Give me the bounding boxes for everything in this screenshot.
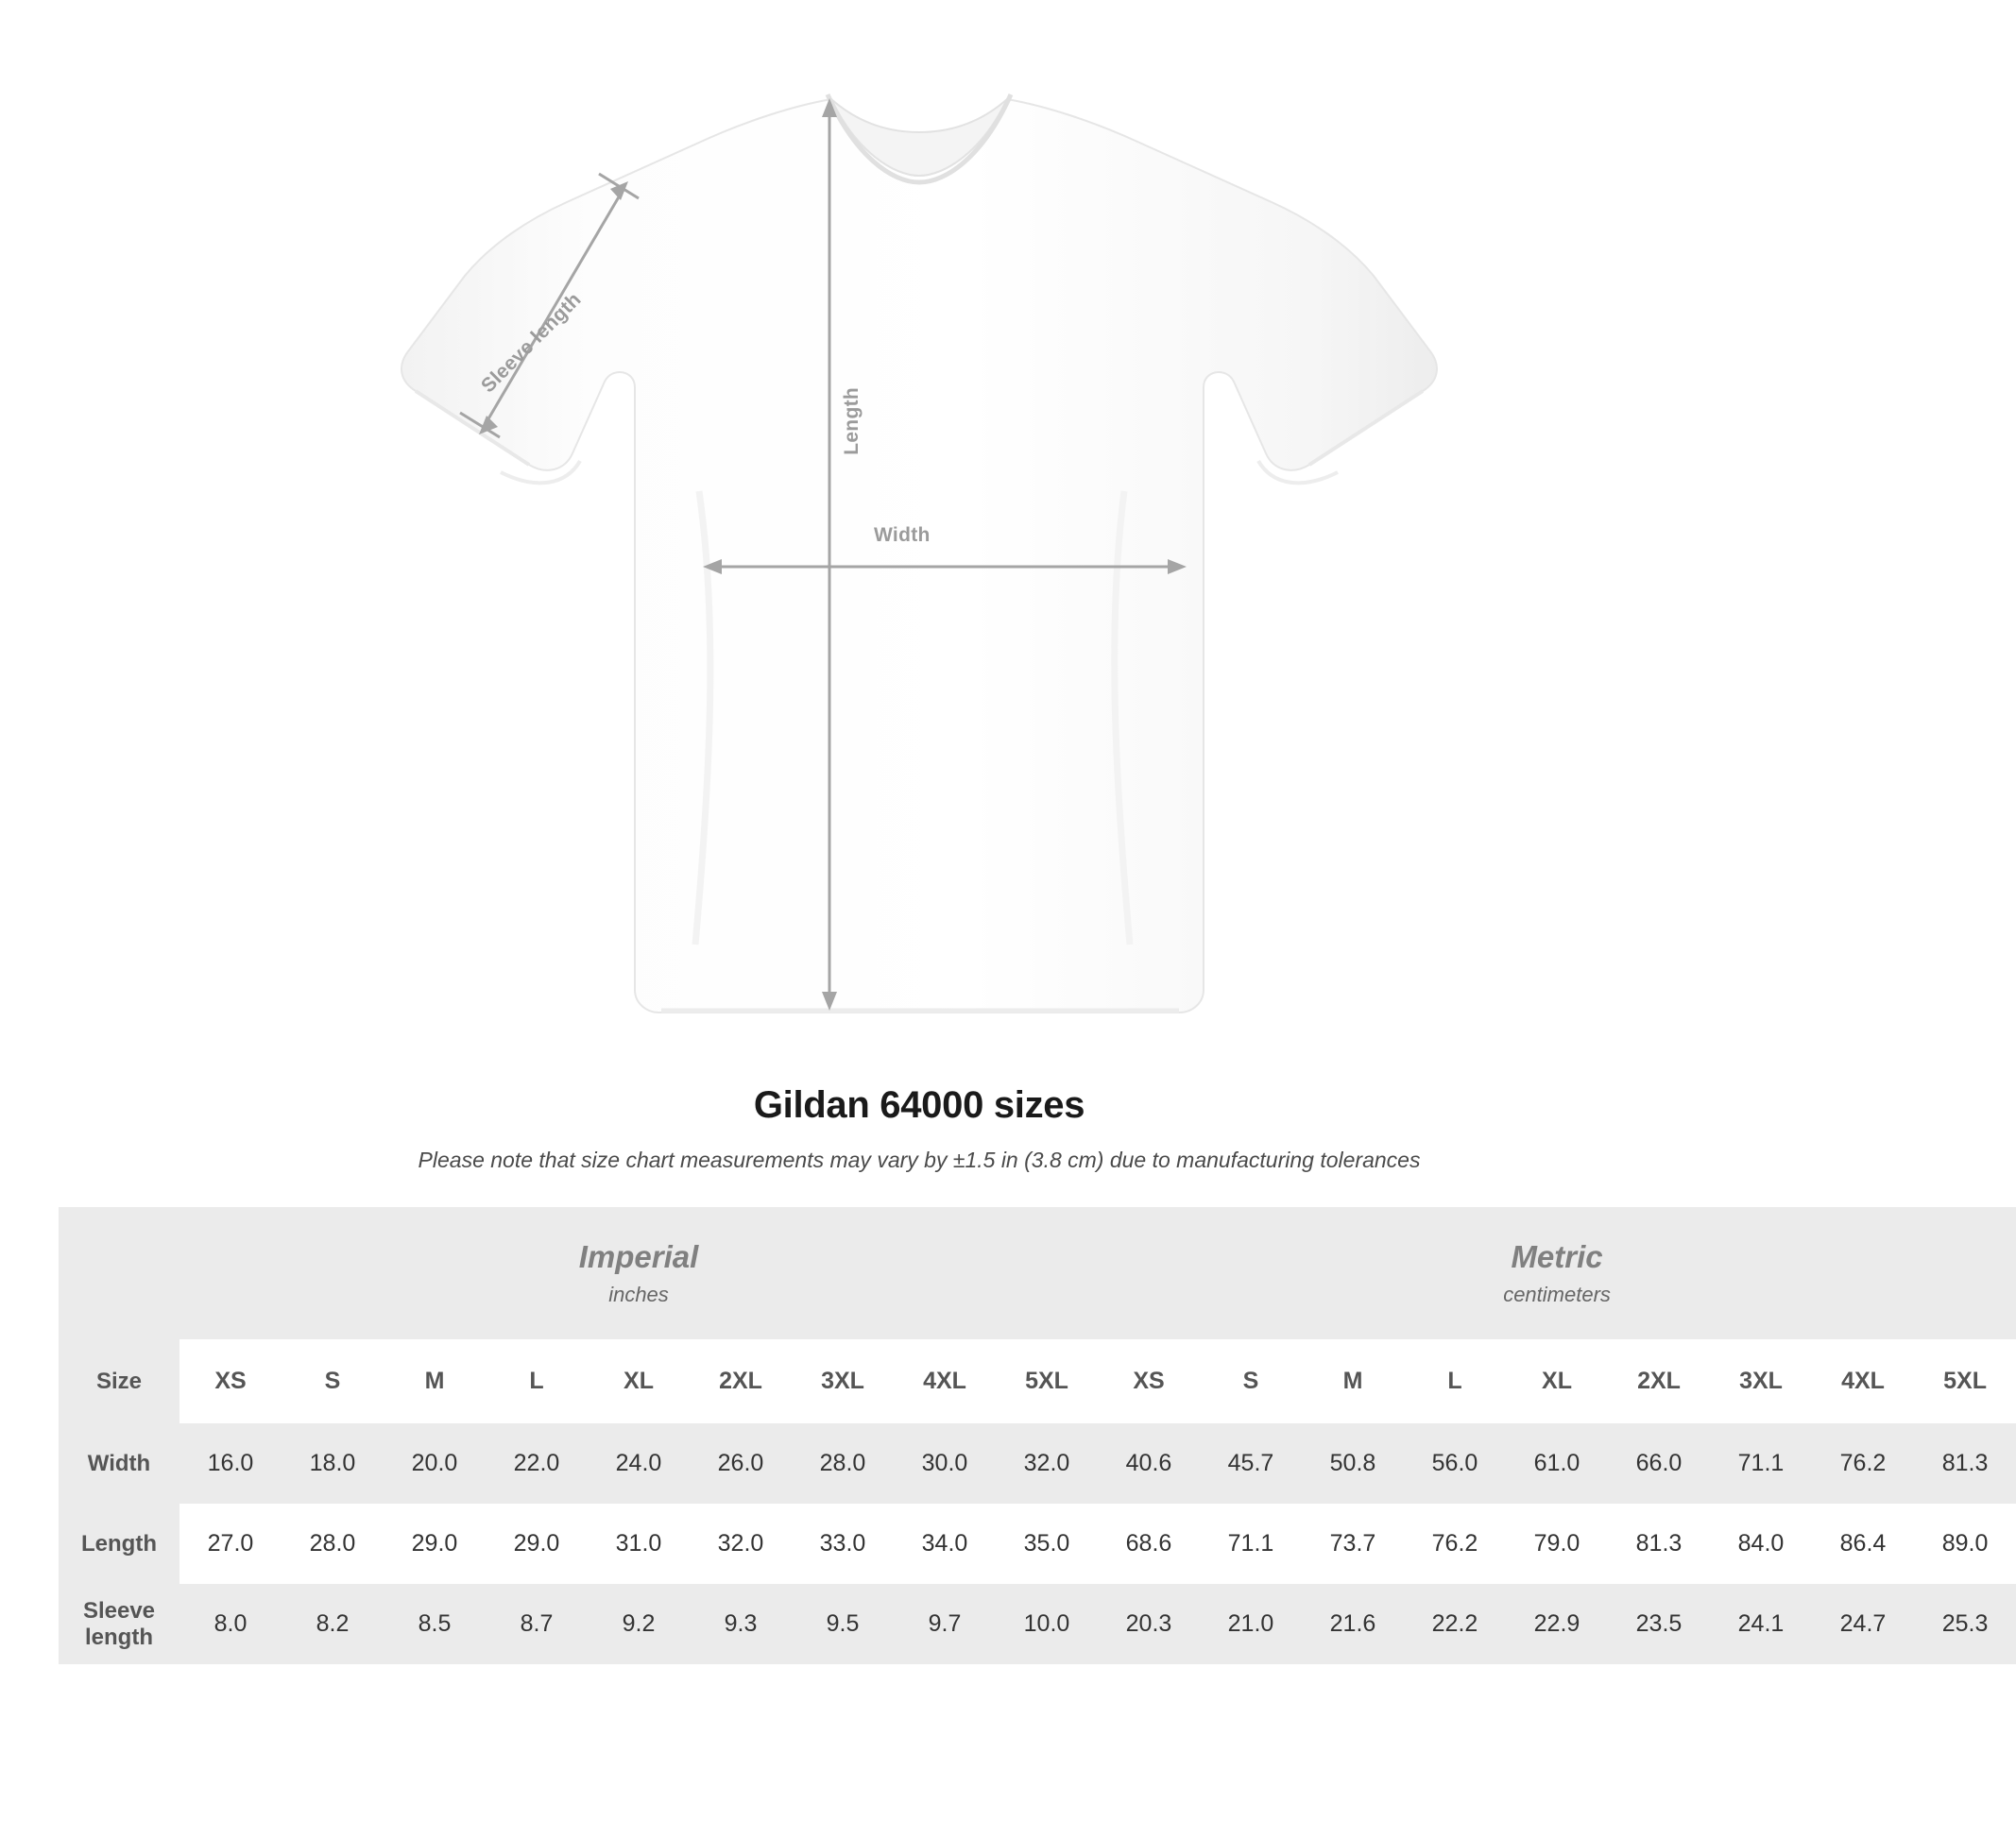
- unit-group-metric: [1098, 1207, 2016, 1339]
- table-cell: 33.0: [792, 1504, 894, 1584]
- table-cell: 76.2: [1404, 1504, 1506, 1584]
- unit-spacer: [59, 1207, 179, 1339]
- row-label-width: Width: [59, 1423, 179, 1504]
- table-cell: 21.6: [1302, 1584, 1404, 1664]
- table-cell: 23.5: [1608, 1584, 1710, 1664]
- table-cell: 28.0: [282, 1504, 384, 1584]
- size-header-cell: S: [282, 1339, 384, 1423]
- table-cell: 18.0: [282, 1423, 384, 1504]
- size-header-cell: 3XL: [792, 1339, 894, 1423]
- table-cell: 79.0: [1506, 1504, 1608, 1584]
- size-row-label: Size: [59, 1339, 179, 1423]
- size-header-cell: S: [1200, 1339, 1302, 1423]
- table-cell: 34.0: [894, 1504, 996, 1584]
- table-cell: 86.4: [1812, 1504, 1914, 1584]
- size-header-cell: L: [486, 1339, 588, 1423]
- size-header-cell: M: [384, 1339, 486, 1423]
- size-header-cell: 5XL: [1914, 1339, 2016, 1423]
- size-header-cell: 2XL: [690, 1339, 792, 1423]
- table-cell: 35.0: [996, 1504, 1098, 1584]
- table-cell: 66.0: [1608, 1423, 1710, 1504]
- chart-heading: [0, 1084, 1838, 1173]
- table-cell: 24.1: [1710, 1584, 1812, 1664]
- table-cell: 73.7: [1302, 1504, 1404, 1584]
- table-cell: 22.9: [1506, 1584, 1608, 1664]
- table-cell: 50.8: [1302, 1423, 1404, 1504]
- size-header-cell: L: [1404, 1339, 1506, 1423]
- size-header-cell: 2XL: [1608, 1339, 1710, 1423]
- table-cell: 76.2: [1812, 1423, 1914, 1504]
- size-header-cell: M: [1302, 1339, 1404, 1423]
- table-cell: 27.0: [179, 1504, 282, 1584]
- unit-name-metric: Metric: [1511, 1239, 1603, 1274]
- unit-group-imperial: [179, 1207, 1098, 1339]
- unit-sub-metric: centimeters: [1503, 1283, 1611, 1306]
- size-table-container: [59, 1207, 1989, 1664]
- table-cell: 25.3: [1914, 1584, 2016, 1664]
- unit-name-imperial: Imperial: [578, 1239, 699, 1274]
- table-cell: 29.0: [486, 1504, 588, 1584]
- size-header-cell: XS: [1098, 1339, 1200, 1423]
- table-cell: 71.1: [1200, 1504, 1302, 1584]
- table-cell: 29.0: [384, 1504, 486, 1584]
- row-label-length: Length: [59, 1504, 179, 1584]
- unit-header-row: [59, 1207, 2016, 1339]
- row-label-sleeve-length: Sleeve length: [59, 1584, 179, 1664]
- length-dimension-label: Length: [841, 387, 863, 455]
- size-header-cell: 4XL: [894, 1339, 996, 1423]
- table-cell: 8.5: [384, 1584, 486, 1664]
- table-cell: 84.0: [1710, 1504, 1812, 1584]
- table-cell: 45.7: [1200, 1423, 1302, 1504]
- table-cell: 81.3: [1608, 1504, 1710, 1584]
- page-title: Gildan 64000 sizes: [753, 1084, 1085, 1126]
- table-cell: 8.0: [179, 1584, 282, 1664]
- sleeve-length-dimension-label: Sleeve length: [477, 288, 586, 398]
- size-header-cell: 5XL: [996, 1339, 1098, 1423]
- table-cell: 32.0: [996, 1423, 1098, 1504]
- table-cell: 8.7: [486, 1584, 588, 1664]
- table-cell: 31.0: [588, 1504, 690, 1584]
- table-row: [59, 1584, 2016, 1664]
- table-cell: 21.0: [1200, 1584, 1302, 1664]
- table-cell: 81.3: [1914, 1423, 2016, 1504]
- tolerance-note: Please note that size chart measurements may vary by ±1.5 in (3.8 cm) due to manufacturing tolerances: [418, 1148, 1421, 1172]
- table-cell: 22.0: [486, 1423, 588, 1504]
- table-cell: 28.0: [792, 1423, 894, 1504]
- table-cell: 10.0: [996, 1584, 1098, 1664]
- table-cell: 40.6: [1098, 1423, 1200, 1504]
- table-cell: 24.0: [588, 1423, 690, 1504]
- size-header-cell: XL: [1506, 1339, 1608, 1423]
- table-cell: 20.0: [384, 1423, 486, 1504]
- table-cell: 9.3: [690, 1584, 792, 1664]
- table-cell: 71.1: [1710, 1423, 1812, 1504]
- table-row: [59, 1504, 2016, 1584]
- width-dimension-label: Width: [874, 524, 931, 546]
- size-header-cell: XS: [179, 1339, 282, 1423]
- table-cell: 26.0: [690, 1423, 792, 1504]
- table-cell: 16.0: [179, 1423, 282, 1504]
- table-cell: 8.2: [282, 1584, 384, 1664]
- table-cell: 9.5: [792, 1584, 894, 1664]
- table-cell: 9.7: [894, 1584, 996, 1664]
- size-header-cell: XL: [588, 1339, 690, 1423]
- table-cell: 68.6: [1098, 1504, 1200, 1584]
- table-cell: 56.0: [1404, 1423, 1506, 1504]
- table-cell: 22.2: [1404, 1584, 1506, 1664]
- table-cell: 9.2: [588, 1584, 690, 1664]
- table-cell: 20.3: [1098, 1584, 1200, 1664]
- size-table: [59, 1207, 2016, 1664]
- table-cell: 32.0: [690, 1504, 792, 1584]
- size-header-cell: 4XL: [1812, 1339, 1914, 1423]
- size-header-row: [59, 1339, 2016, 1423]
- table-cell: 89.0: [1914, 1504, 2016, 1584]
- table-row: [59, 1423, 2016, 1504]
- size-header-cell: 3XL: [1710, 1339, 1812, 1423]
- unit-sub-imperial: inches: [608, 1283, 669, 1306]
- table-cell: 24.7: [1812, 1584, 1914, 1664]
- table-cell: 61.0: [1506, 1423, 1608, 1504]
- table-cell: 30.0: [894, 1423, 996, 1504]
